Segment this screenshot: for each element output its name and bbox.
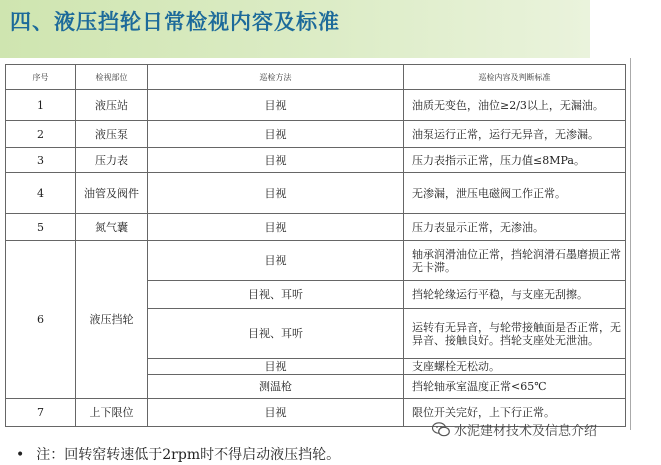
inspected-part: 油管及阀件 [76,173,148,214]
inspected-part: 液压泵 [76,121,148,148]
row-number: 1 [6,90,76,121]
row-number: 3 [6,148,76,173]
watermark-text: 水泥建材技术及信息介绍 [454,423,598,439]
table-row [6,214,626,241]
table-row [6,173,626,214]
inspection-method: 目视 [148,241,404,281]
inspection-method: 目视 [148,90,404,121]
title-band [0,0,590,58]
inspection-method: 目视 [148,173,404,214]
inspection-method: 目视 [148,399,404,427]
inspection-criteria: 运转有无异音，与轮带接触面是否正常，无异音、接触良好。挡轮支座处无泄油。 [404,309,626,359]
inspection-criteria: 挡轮轴承室温度正常<65℃ [404,375,626,399]
inspection-method: 目视 [148,121,404,148]
inspected-part: 压力表 [76,148,148,173]
row-number: 7 [6,399,76,427]
inspected-part: 液压站 [76,90,148,121]
divider [630,58,631,430]
row-number: 2 [6,121,76,148]
footer-note [16,444,340,464]
header-criteria: 巡检内容及判断标准 [404,65,626,90]
inspected-part: 氮气囊 [76,214,148,241]
inspection-criteria: 无渗漏，泄压电磁阀工作正常。 [404,173,626,214]
watermark [432,418,597,440]
inspection-method: 测温枪 [148,375,404,399]
inspection-method: 目视 [148,359,404,375]
table-header-row [6,65,626,90]
inspection-criteria: 压力表指示正常，压力值≤8MPa。 [404,148,626,173]
inspection-method: 目视 [148,148,404,173]
page-title: 四、液压挡轮日常检视内容及标准 [10,10,340,34]
inspection-criteria: 挡轮轮缘运行平稳，与支座无刮擦。 [404,281,626,309]
inspection-criteria: 限位开关完好，上下行正常。 [404,399,626,427]
table-row [6,148,626,173]
header-no: 序号 [6,65,76,90]
inspection-criteria: 轴承润滑油位正常，挡轮润滑石墨磨损正常无卡滞。 [404,241,626,281]
footer-note-text: 注：回转窑转速低于2rpm时不得启动液压挡轮。 [36,447,341,463]
inspection-criteria: 压力表显示正常，无渗油。 [404,214,626,241]
inspected-part: 上下限位 [76,399,148,427]
inspection-table [5,64,626,427]
row-number: 6 [6,241,76,399]
row-number: 4 [6,173,76,214]
table-row [6,121,626,148]
inspected-part: 液压挡轮 [76,241,148,399]
table-row [6,90,626,121]
header-part: 检视部位 [76,65,148,90]
bullet-marker: • [16,447,25,463]
header-method: 巡检方法 [148,65,404,90]
inspection-criteria: 油泵运行正常，运行无异音，无渗漏。 [404,121,626,148]
inspection-method: 目视、耳听 [148,309,404,359]
wechat-icon [432,422,450,437]
table-row [6,241,626,281]
inspection-criteria: 油质无变色，油位≥2/3以上，无漏油。 [404,90,626,121]
inspection-method: 目视、耳听 [148,281,404,309]
row-number: 5 [6,214,76,241]
inspection-method: 目视 [148,214,404,241]
inspection-criteria: 支座螺栓无松动。 [404,359,626,375]
